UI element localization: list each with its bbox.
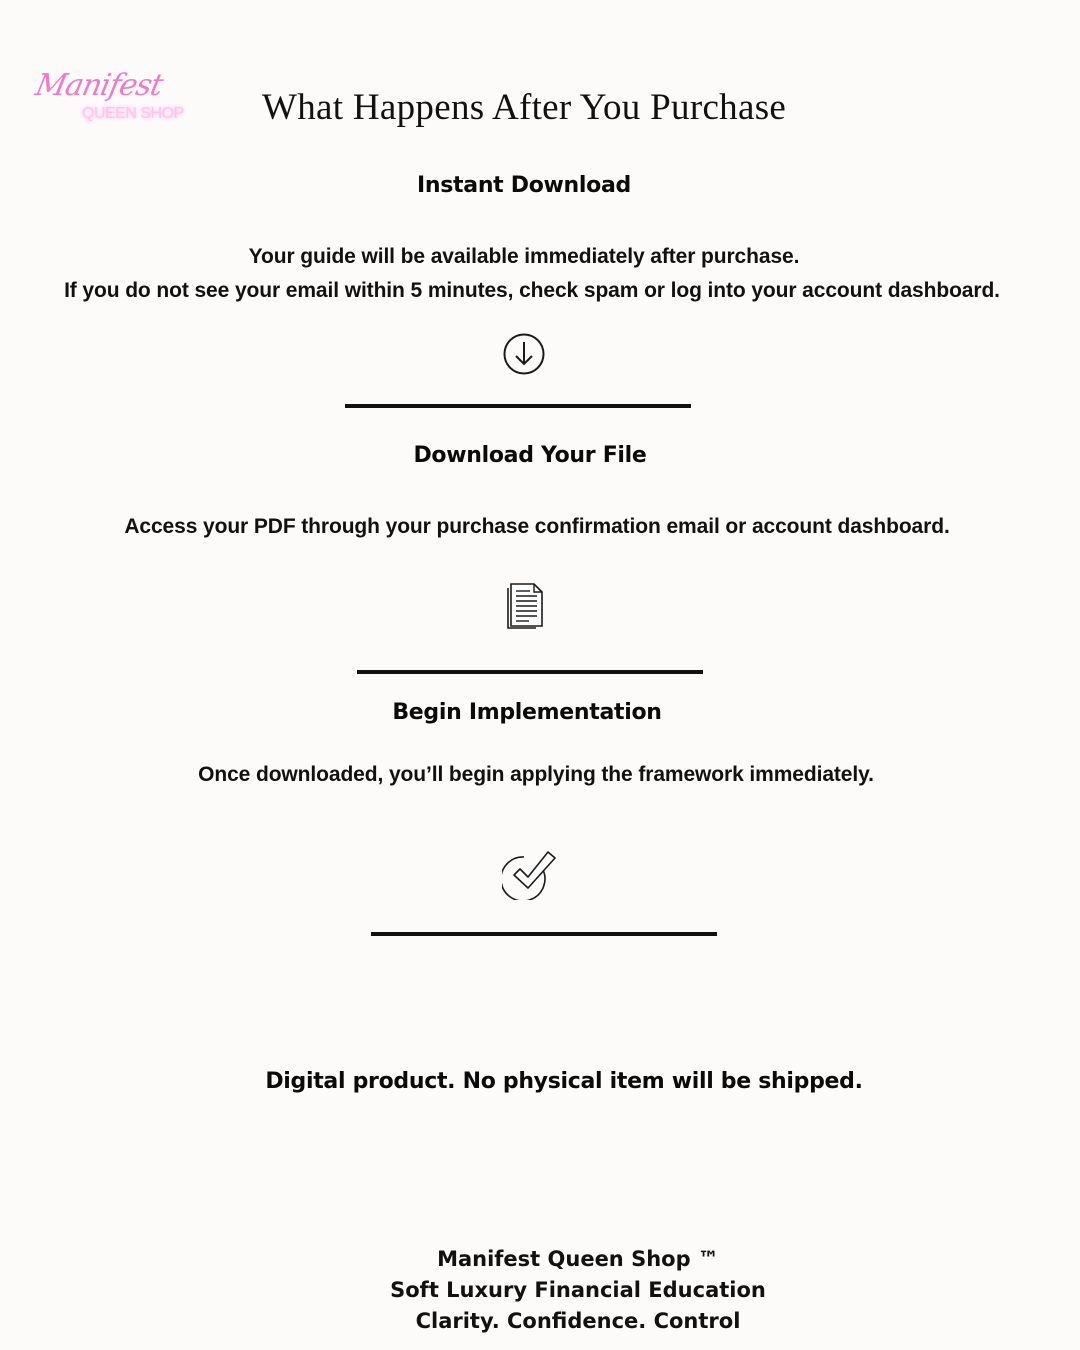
section-text: Your guide will be available immediately after purchase. — [248, 245, 800, 268]
footer-brand: Manifest Queen Shop ™ — [437, 1247, 719, 1271]
section-divider — [371, 932, 717, 936]
section-text: Access your PDF through your purchase confirmation email or account dashboard. — [124, 515, 950, 538]
digital-product-notice: Digital product. No physical item will be shipped. — [265, 1069, 863, 1094]
section-heading-download-file: Download Your File — [413, 443, 647, 468]
document-icon — [505, 582, 545, 630]
section-heading-begin-implementation: Begin Implementation — [392, 700, 662, 725]
circle-arrow-down-icon — [503, 333, 545, 375]
footer-tagline: Soft Luxury Financial Education — [390, 1278, 766, 1302]
section-text: Once downloaded, you’ll begin applying the framework immediately. — [198, 763, 874, 786]
section-heading-instant-download: Instant Download — [417, 173, 631, 198]
footer-motto: Clarity. Confidence. Control — [415, 1309, 741, 1333]
logo-script-text: Manifest — [32, 68, 166, 103]
section-divider — [345, 404, 691, 408]
brand-logo — [30, 68, 210, 138]
section-divider — [357, 670, 703, 674]
footer — [0, 1244, 1080, 1337]
page-title: What Happens After You Purchase — [262, 87, 787, 128]
circle-check-icon — [502, 848, 560, 900]
logo-sub-text: QUEEN SHOP — [82, 105, 184, 122]
section-text: If you do not see your email within 5 minutes, check spam or log into your account dashboard. — [64, 279, 1000, 302]
